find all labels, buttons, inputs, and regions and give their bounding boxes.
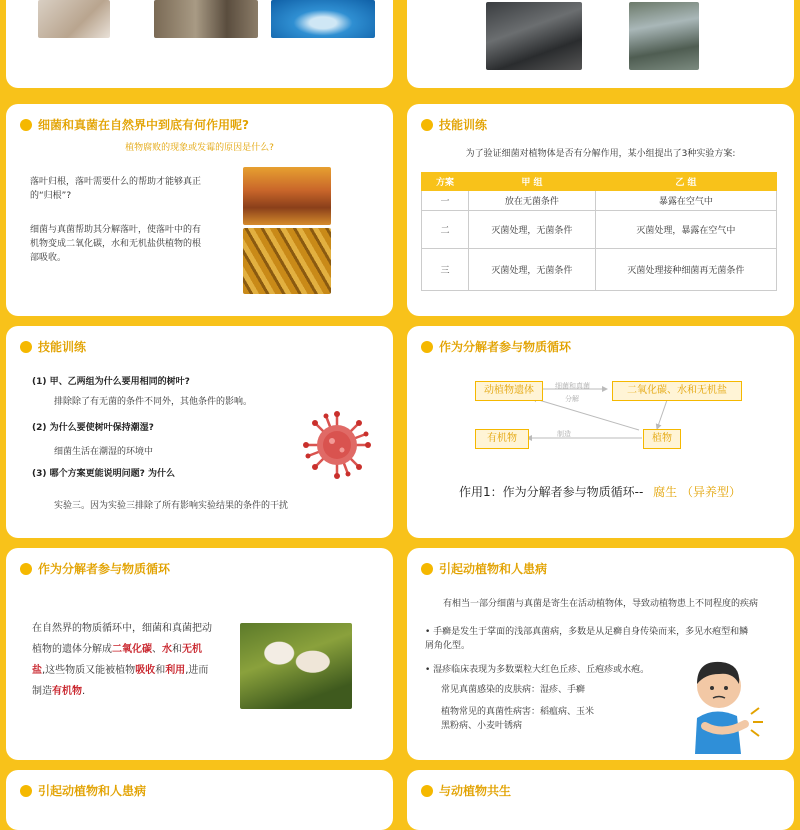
plant-fungal-diseases: 植物常见的真菌性病害：稻瘟病、玉米黑粉病、小麦叶锈病 <box>441 707 595 731</box>
itching-person-illustration <box>675 650 765 754</box>
bullet-dot-icon <box>421 119 433 131</box>
caption-text: 作用1：作为分解者参与物质循环-- <box>459 485 644 499</box>
table-row <box>422 211 777 249</box>
slide-disease <box>407 548 794 760</box>
paragraph-text: ,进而制造 <box>32 665 209 697</box>
highlight-use: 利用 <box>165 665 186 676</box>
paragraph-text: 在自然界的物质循环中，细菌和真菌把动植物的遗体分解成 <box>32 623 212 655</box>
experiment-intro: 为了验证细菌对植物体是否有分解作用，某小组提出了3种实验方案: <box>465 149 736 159</box>
table-header-row <box>422 173 777 191</box>
question-3: (3) 哪个方案更能说明问题? 为什么 <box>32 469 175 479</box>
role-caption <box>459 483 741 500</box>
table-cell: 放在无菌条件 <box>469 191 596 211</box>
table-cell: 灭菌处理，无菌条件 <box>469 211 596 249</box>
caption-highlight: 腐生 （异养型） <box>653 485 741 499</box>
bullet-dot-icon <box>20 563 32 575</box>
bullet-text: 手癣是发生于掌面的浅部真菌病，多数是从足癣自身传染而来，多见水疱型和鳞屑角化型。 <box>425 627 749 651</box>
fallen-leaves-photo <box>243 228 331 294</box>
arrow-label-produce: 制造 <box>557 430 571 438</box>
table-cell: 暴露在空气中 <box>595 191 776 211</box>
section-title: 作为分解者参与物质循环 <box>421 338 571 355</box>
node-remains: 动植物遗体 <box>475 381 543 401</box>
answer-3: 实验三。因为实验三排除了所有影响实验结果的条件的干扰 <box>54 501 289 511</box>
paragraph-text: 、 <box>152 644 162 655</box>
bullet-dot-icon <box>20 119 32 131</box>
bullet-dot-icon <box>20 785 32 797</box>
slide-top-right <box>407 0 794 88</box>
cycle-arrows <box>407 326 794 538</box>
bullet-dot-icon <box>20 341 32 353</box>
leaf-answer: 细菌与真菌帮助其分解落叶，使落叶中的有机物变成二氧化碳，水和无机盐供植物的根部吸收。 <box>30 225 202 263</box>
table-cell: 灭菌处理，暴露在空气中 <box>595 211 776 249</box>
subtitle: 植物腐败的现象或发霉的原因是什么? <box>125 143 274 153</box>
slide-material-cycle-text <box>6 548 393 760</box>
paragraph-text: ,这些物质又能被植物 <box>42 665 136 676</box>
table-row <box>422 249 777 291</box>
bullet-dot-icon <box>421 785 433 797</box>
table-row <box>422 191 777 211</box>
highlight-co2: 二氧化碳 <box>112 644 152 655</box>
table-cell: 灭菌处理接种细菌再无菌条件 <box>595 249 776 291</box>
river-photo <box>629 2 699 70</box>
arrow-label-decomposers: 细菌和真菌 <box>555 382 590 390</box>
slide-skill-training-qa <box>6 326 393 538</box>
highlight-organic-matter: 有机物 <box>52 686 82 697</box>
slide-role-question <box>6 104 393 316</box>
bullet-text: 湿疹临床表现为多数粟粒大红色丘疹、丘疱疹或水疱。 <box>433 665 650 675</box>
cycle-paragraph <box>32 618 214 702</box>
disease-intro: 有相当一部分细菌与真菌是寄生在活动植物体，导致动植物患上不同程度的疾病 <box>442 599 758 609</box>
question-1: (1) 甲、乙两组为什么要用相同的树叶? <box>32 377 190 387</box>
leaf-question: 落叶归根，落叶需要什么的帮助才能够真正的“归根”? <box>30 177 202 201</box>
highlight-water: 水 <box>162 644 172 655</box>
bullet-tinea: • 手癣是发生于掌面的浅部真菌病，多数是从足癣自身传染而来，多见水疱型和鳞屑角化型。 <box>425 627 749 651</box>
slide-bottom-right <box>407 770 794 830</box>
table-cell: 灭菌处理，无菌条件 <box>469 249 596 291</box>
answer-2: 细菌生活在潮湿的环境中 <box>54 447 154 457</box>
autumn-forest-photo <box>243 167 331 225</box>
mushroom-photo <box>240 623 352 709</box>
slide-material-cycle-diagram <box>407 326 794 538</box>
dolphin-photo <box>271 0 375 38</box>
section-title: 引起动植物和人患病 <box>20 782 146 799</box>
polluted-water-photo <box>486 2 582 70</box>
question-2: (2) 为什么要使树叶保持潮湿? <box>32 423 154 433</box>
section-title: 细菌和真菌在自然界中到底有何作用呢? <box>20 116 249 133</box>
arrow-label-decompose: 分解 <box>565 395 579 403</box>
bullet-dot-icon <box>421 563 433 575</box>
paragraph-text: 和 <box>155 665 166 676</box>
table-cell: 三 <box>422 249 469 291</box>
deer-photo <box>154 0 258 38</box>
bullet-eczema: • 湿疹临床表现为多数粟粒大红色丘疹、丘疱疹或水疱。 <box>425 665 650 675</box>
slide-skill-training-table <box>407 104 794 316</box>
section-title: 技能训练 <box>20 338 86 355</box>
slide-bottom-left <box>6 770 393 830</box>
node-plant: 植物 <box>643 429 681 449</box>
node-organic-matter: 有机物 <box>475 429 529 449</box>
table-header-cell: 方案 <box>422 173 469 191</box>
highlight-absorb: 吸收 <box>135 665 156 676</box>
node-co2-water-salts: 二氧化碳、水和无机盐 <box>612 381 742 401</box>
section-title: 技能训练 <box>421 116 487 133</box>
table-cell: 二 <box>422 211 469 249</box>
skin-fungal-diseases: 常见真菌感染的皮肤病：湿疹、手癣 <box>441 685 586 695</box>
slide-top-left <box>6 0 393 88</box>
table-header-cell: 甲 组 <box>469 173 596 191</box>
experiment-table <box>421 172 777 291</box>
section-title: 与动植物共生 <box>421 782 511 799</box>
virus-icon <box>302 410 372 480</box>
section-title: 引起动植物和人患病 <box>421 560 547 577</box>
kitten-photo <box>38 0 110 38</box>
table-header-cell: 乙 组 <box>595 173 776 191</box>
section-title: 作为分解者参与物质循环 <box>20 560 170 577</box>
table-cell: 一 <box>422 191 469 211</box>
answer-1: 排除除了有无菌的条件不同外，其他条件的影响。 <box>54 397 253 407</box>
paragraph-text: 和 <box>172 644 182 655</box>
paragraph-text: . <box>82 686 86 697</box>
highlight-inorganic-salts: 无机盐 <box>32 644 202 676</box>
